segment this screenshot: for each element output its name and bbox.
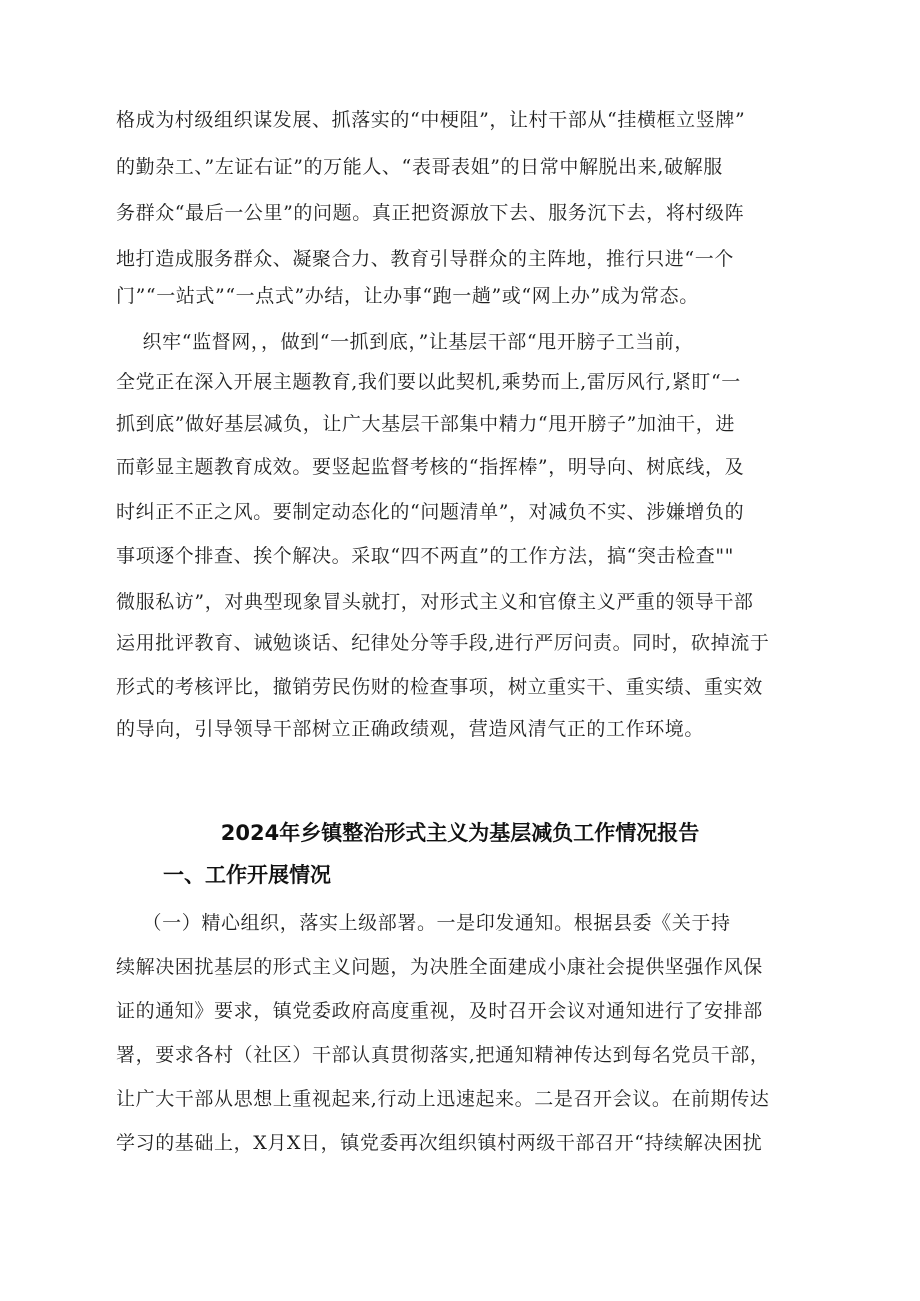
text-line: 运用批评教育、诫勉谈话、纪律处分等手段,进行严厉问责。同时，砍掉流于 [116, 632, 770, 654]
text-line: 续解决困扰基层的形式主义问题，为决胜全面建成小康社会提供坚强作风保 [116, 956, 763, 978]
text-line: 全党正在深入开展主题教育,我们要以此契机,乘势而上,雷厉风行,紧盯“一 [116, 371, 741, 393]
text-line: 时纠正不正之风。要制定动态化的“问题清单”，对减负不实、涉嫌增负的 [116, 501, 745, 523]
text-line: （一）精心组织，落实上级部署。一是印发通知。根据县委《关于持 [116, 912, 731, 934]
text-line: 抓到底”做好基层减负，让广大基层干部集中精力“甩开膀子”加油干，进 [116, 413, 735, 435]
text-line: 务群众“最后一公里”的问题。真正把资源放下去、服务沉下去，将村级阵 [116, 202, 745, 224]
text-line: 署，要求各村（社区）干部认真贯彻落实,把通知精神传达到每名党员干部， [116, 1044, 770, 1066]
section-heading: 一、工作开展情况 [163, 863, 331, 887]
text-line: 格成为村级组织谋发展、抓落实的“中梗阻”，让村干部从“挂横框立竖牌” [116, 109, 746, 131]
text-line: 让广大干部从思想上重视起来,行动上迅速起来。二是召开会议。在前期传达 [116, 1088, 770, 1110]
text-line: 形式的考核评比，撤销劳民伤财的检查事项，树立重实干、重实绩、重实效 [116, 676, 763, 698]
text-line: 的勤杂工、”左证右证”的万能人、“表哥表姐”的日常中解脱出来,破解服 [116, 156, 723, 178]
text-line: 微服私访”，对典型现象冒头就打，对形式主义和官僚主义严重的领导干部 [116, 591, 754, 613]
text-line: 地打造成服务群众、凝聚合力、教育引导群众的主阵地，推行只进“一个 [116, 248, 734, 270]
text-line: 证的通知》要求，镇党委政府高度重视，及时召开会议对通知进行了安排部 [116, 1000, 763, 1022]
text-line: 而彰显主题教育成效。要竖起监督考核的“指挥棒”，明导向、树底线，及 [116, 456, 745, 478]
report-title: 2024年乡镇整治形式主义为基层减负工作情况报告 [220, 821, 700, 845]
text-line: 事项逐个排查、挨个解决。采取“四不两直”的工作方法，搞“突击检查"" [116, 545, 735, 567]
text-line: 的导向，引导领导干部树立正确政绩观，营造风清气正的工作环境。 [116, 718, 705, 740]
text-line: 门”“一站式”“一点式”办结，让办事“跑一趟”或“网上办”成为常态。 [116, 285, 699, 307]
text-line: 织牢“监督网，，做到“一抓到底，”让基层干部“甩开膀子工当前， [116, 331, 695, 353]
text-line: 学习的基础上，X月X日，镇党委再次组织镇村两级干部召开“持续解决困扰 [116, 1132, 763, 1154]
